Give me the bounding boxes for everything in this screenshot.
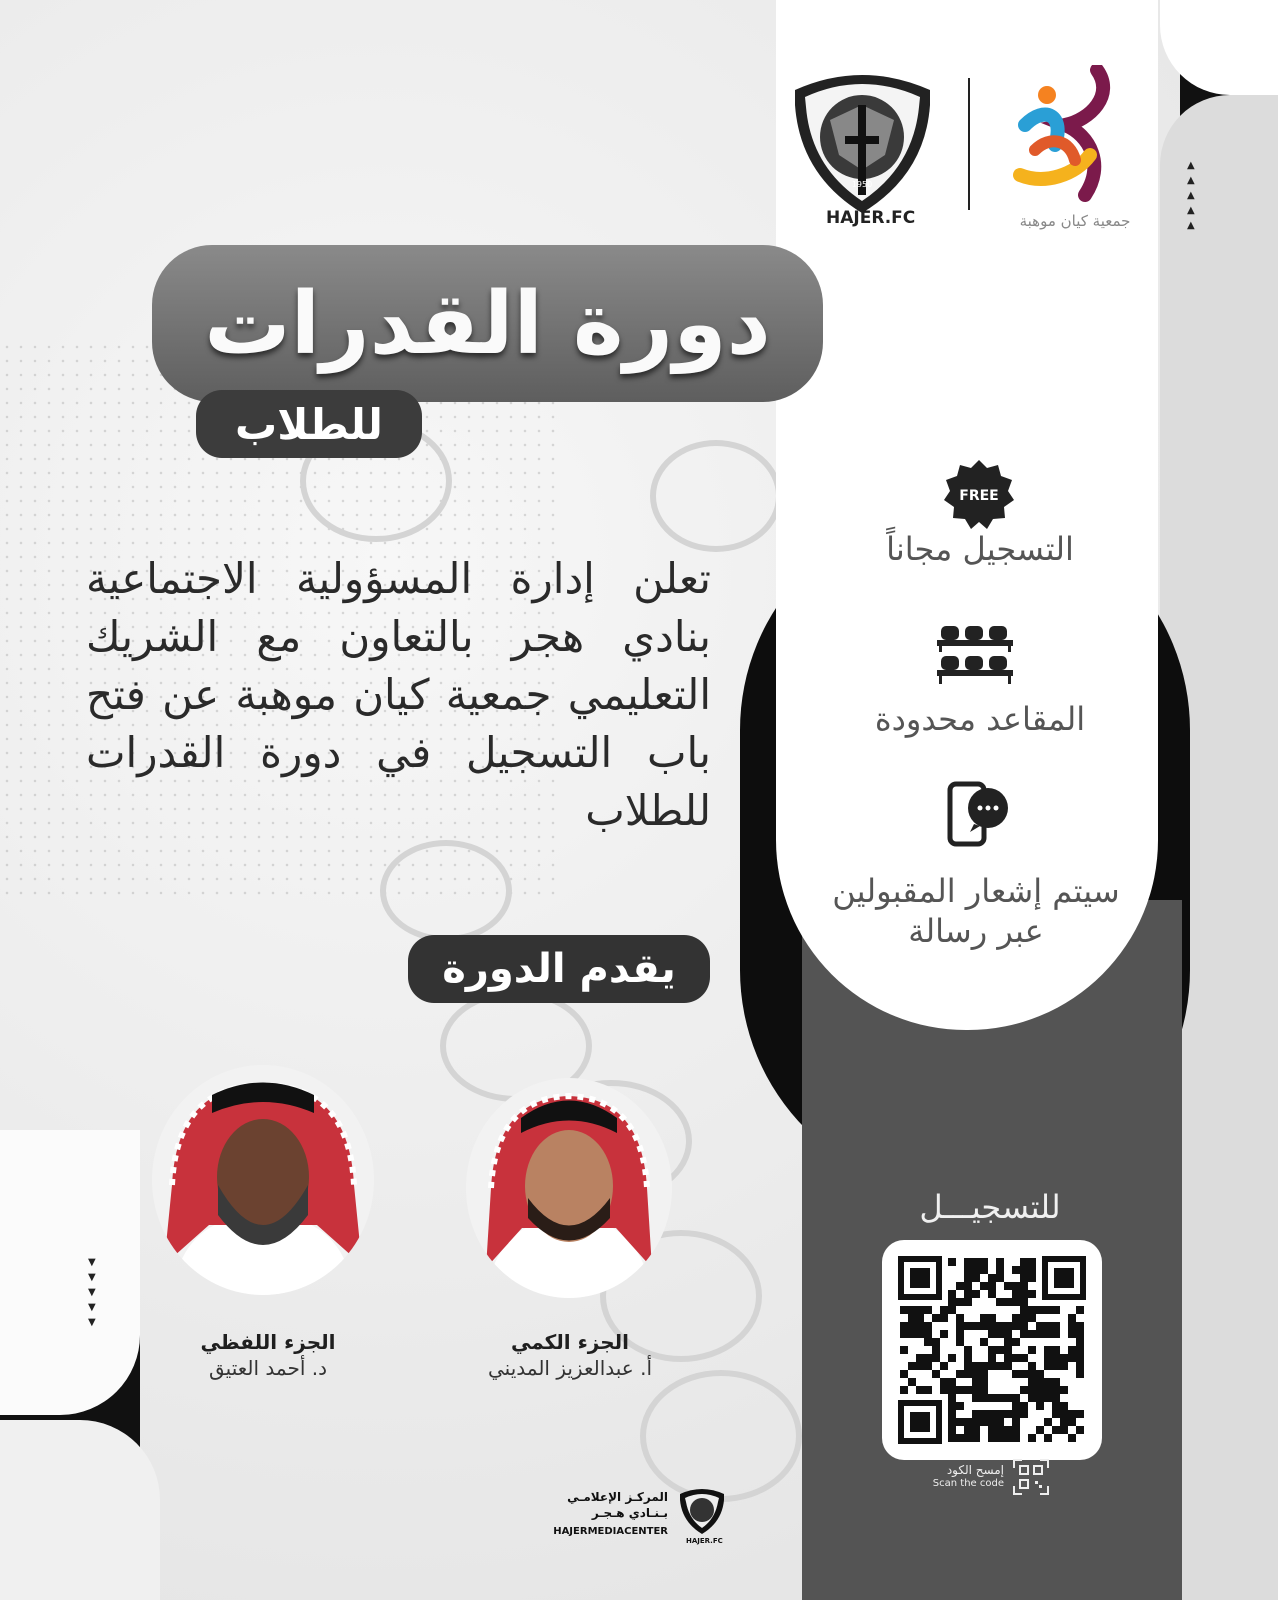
scan-code-english: Scan the code [932, 1478, 1004, 1489]
scan-qr-icon [1012, 1458, 1050, 1496]
feature-limited-seats: المقاعد محدودة [874, 700, 1086, 738]
free-badge-text: FREE [959, 488, 999, 504]
arrow-decoration-left: ▼ ▼ ▼ ▼ ▼ [88, 1257, 96, 1328]
left-grey-shape [0, 1420, 160, 1600]
presenter-part-verbal: الجزء اللفظي [200, 1330, 336, 1354]
presenter-name-quantitative: أ. عبدالعزيز المديني [487, 1356, 652, 1380]
announcement-text: تعلن إدارة المسؤولية الاجتماعية بنادي هجر بالتعاون مع الشريك التعليمي جمعية كيان موهبة عن فتح باب التسجيل في دورة القدرات للطلاب [86, 554, 711, 835]
presenter-name-verbal: د. أحمد العتيق [208, 1356, 327, 1380]
registration-qr-code[interactable] [882, 1240, 1102, 1460]
media-logo-text: HAJER.FC [686, 1537, 723, 1545]
partner-name: جمعية كيان موهبة [1019, 212, 1131, 230]
registration-label: للتسجيـــل [919, 1188, 1061, 1226]
media-center-line1: المركـز الإعلامـي [567, 1490, 668, 1504]
seats-icon [935, 622, 1015, 686]
media-center-line2: بـنـادي هـجـر [591, 1506, 668, 1520]
feature-free-registration: التسجيل مجاناً [886, 530, 1074, 568]
page-title: دورة القدرات [204, 273, 771, 374]
logo-divider [968, 78, 970, 210]
media-center-logo [677, 1486, 727, 1536]
feature-notification-line1: سيتم إشعار المقبولين [832, 872, 1120, 910]
kayan-mawhiba-logo [1005, 65, 1125, 205]
phone-message-icon [944, 780, 1014, 850]
free-badge-icon [943, 458, 1015, 530]
hajer-club-logo [785, 65, 940, 215]
feature-notification-line2: عبر رسالة [908, 912, 1044, 950]
club-logo-year: 1950 [851, 180, 873, 189]
presenter-photo-verbal [152, 1065, 374, 1295]
left-white-shape [0, 1130, 140, 1415]
media-center-handle: HAJERMEDIACENTER [553, 1526, 668, 1537]
presenter-part-quantitative: الجزء الكمي [510, 1330, 630, 1354]
club-logo-text: HAJER.FC [826, 208, 916, 228]
arrow-decoration-right: ▲ ▲ ▲ ▲ ▲ [1187, 160, 1195, 231]
presenter-photo-quantitative [466, 1078, 672, 1298]
scan-code-arabic: إمسح الكود [946, 1463, 1004, 1477]
presenters-heading: يقدم الدورة [408, 935, 710, 1003]
page-subtitle: للطلاب [196, 390, 422, 458]
